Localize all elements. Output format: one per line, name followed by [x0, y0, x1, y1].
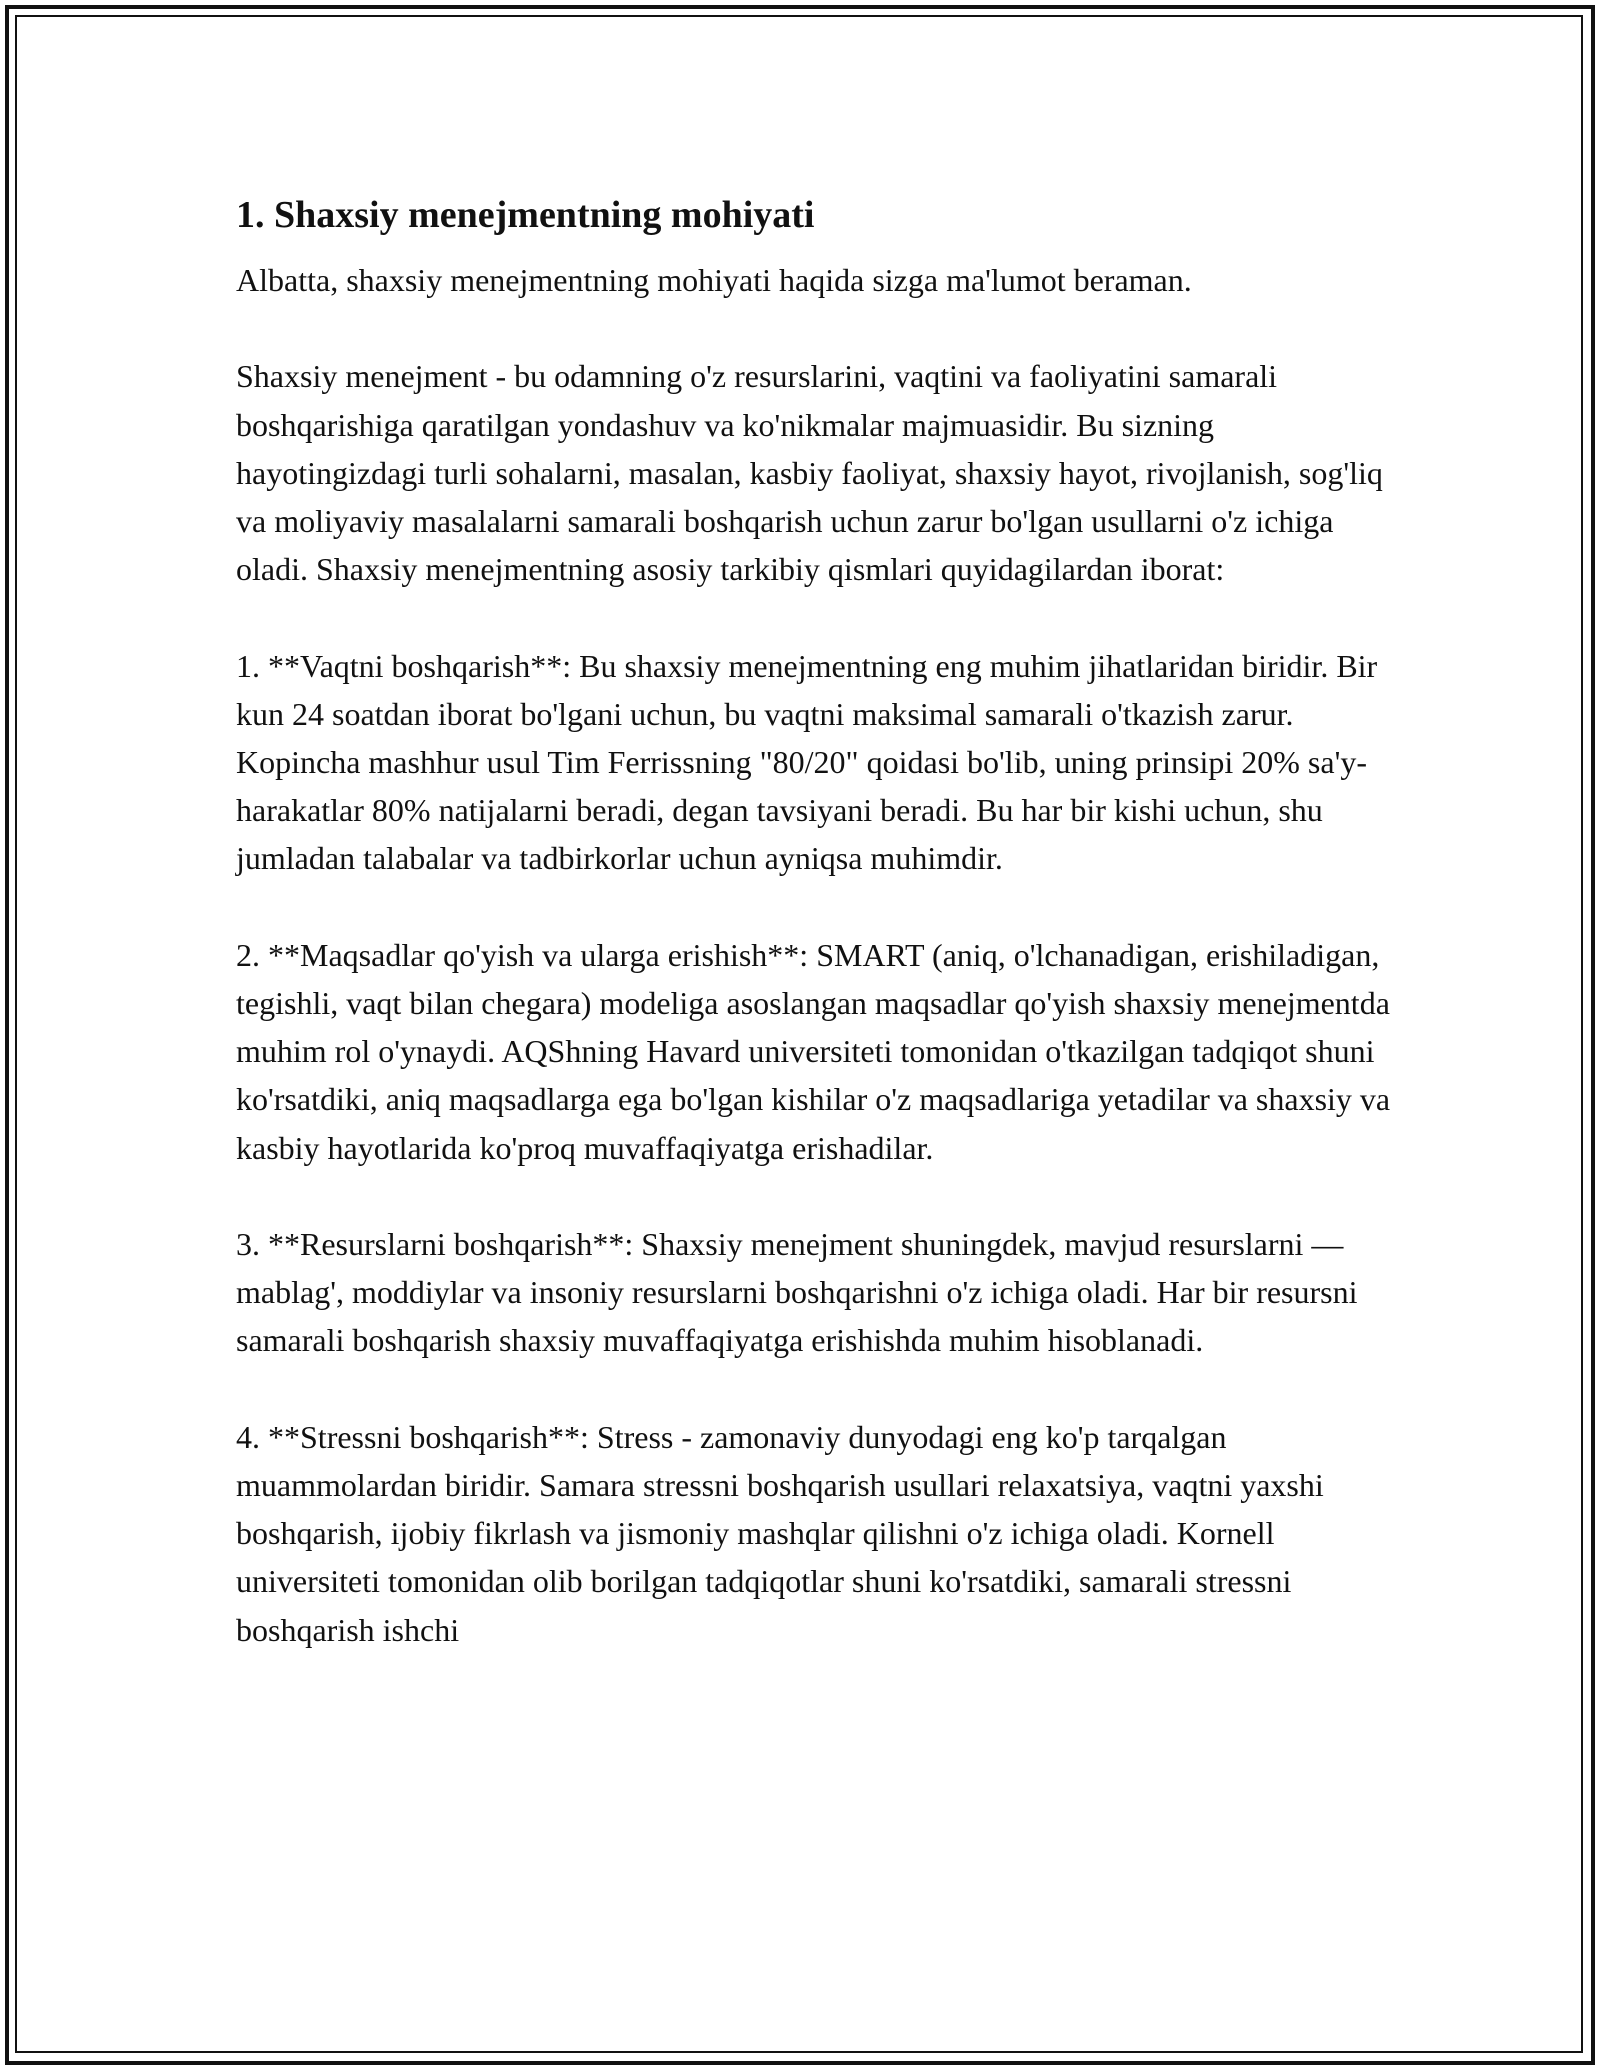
- document-title: 1. Shaxsiy menejmentning mohiyati: [236, 194, 815, 236]
- list-item-goal-setting: 2. **Maqsadlar qo'yish va ularga erishish**: SMART (aniq, o'lchanadigan, erishiladigan, tegishli, vaqt bilan chegara) modeliga asoslangan maqsadlar qo'yish shaxsiy menejmentda muhim rol o'ynaydi. AQShning Havard universiteti tomonidan o'tkazilgan tadqiqot shuni ko'rsatdiki, aniq maqsadlarga ega bo'lgan kishilar o'z maqsadlariga yetadilar va shaxsiy va kasbiy hayotlarida ko'proq muvaffaqiyatga erishadilar.: [236, 936, 1391, 1166]
- document-body: [236, 186, 1396, 1654]
- list-item-time-management: 1. **Vaqtni boshqarish**: Bu shaxsiy menejmentning eng muhim jihatlaridan biridir. Bir kun 24 soatdan iborat bo'lgani uchun, bu vaqtni maksimal samarali o'tkazish zarur. Kopincha mashhur usul Tim Ferrissning "80/20" qoidasi bo'lib, uning prinsipi 20% sa'y-harakatlar 80% natijalarni beradi, degan tavsiyani beradi. Bu har bir kishi uchun, shu jumladan talabalar va tadbirkorlar uchun ayniqsa muhimdir.: [236, 647, 1378, 877]
- definition-paragraph: Shaxsiy menejment - bu odamning o'z resurslarini, vaqtini va faoliyatini samarali boshqarishiga qaratilgan yondashuv va ko'nikmalar majmuasidir. Bu sizning hayotingizdagi turli sohalarni, masalan, kasbiy faoliyat, shaxsiy hayot, rivojlanish, sog'liq va moliyaviy masalalarni samarali boshqarish uchun zarur bo'lgan usullarni o'z ichiga oladi. Shaxsiy menejmentning asosiy tarkibiy qismlari quyidagilardan iborat:: [236, 358, 1383, 588]
- intro-paragraph: Albatta, shaxsiy menejmentning mohiyati haqida sizga ma'lumot beraman.: [236, 262, 1192, 298]
- list-item-resource-management: 3. **Resurslarni boshqarish**: Shaxsiy menejment shuningdek, mavjud resurslarni — mablag', moddiylar va insoniy resurslarni boshqarishni o'z ichiga oladi. Har bir resursni samarali boshqarish shaxsiy muvaffaqiyatga erishishda muhim hisoblanadi.: [236, 1226, 1358, 1359]
- list-item-stress-management: 4. **Stressni boshqarish**: Stress - zamonaviy dunyodagi eng ko'p tarqalgan muammolardan biridir. Samara stressni boshqarish usullari relaxatsiya, vaqtni yaxshi boshqarish, ijobiy fikrlash va jismoniy mashqlar qilishni o'z ichiga oladi. Kornell universiteti tomonidan olib borilgan tadqiqotlar shuni ko'rsatdiki, samarali stressni boshqarish ishchi: [236, 1418, 1324, 1648]
